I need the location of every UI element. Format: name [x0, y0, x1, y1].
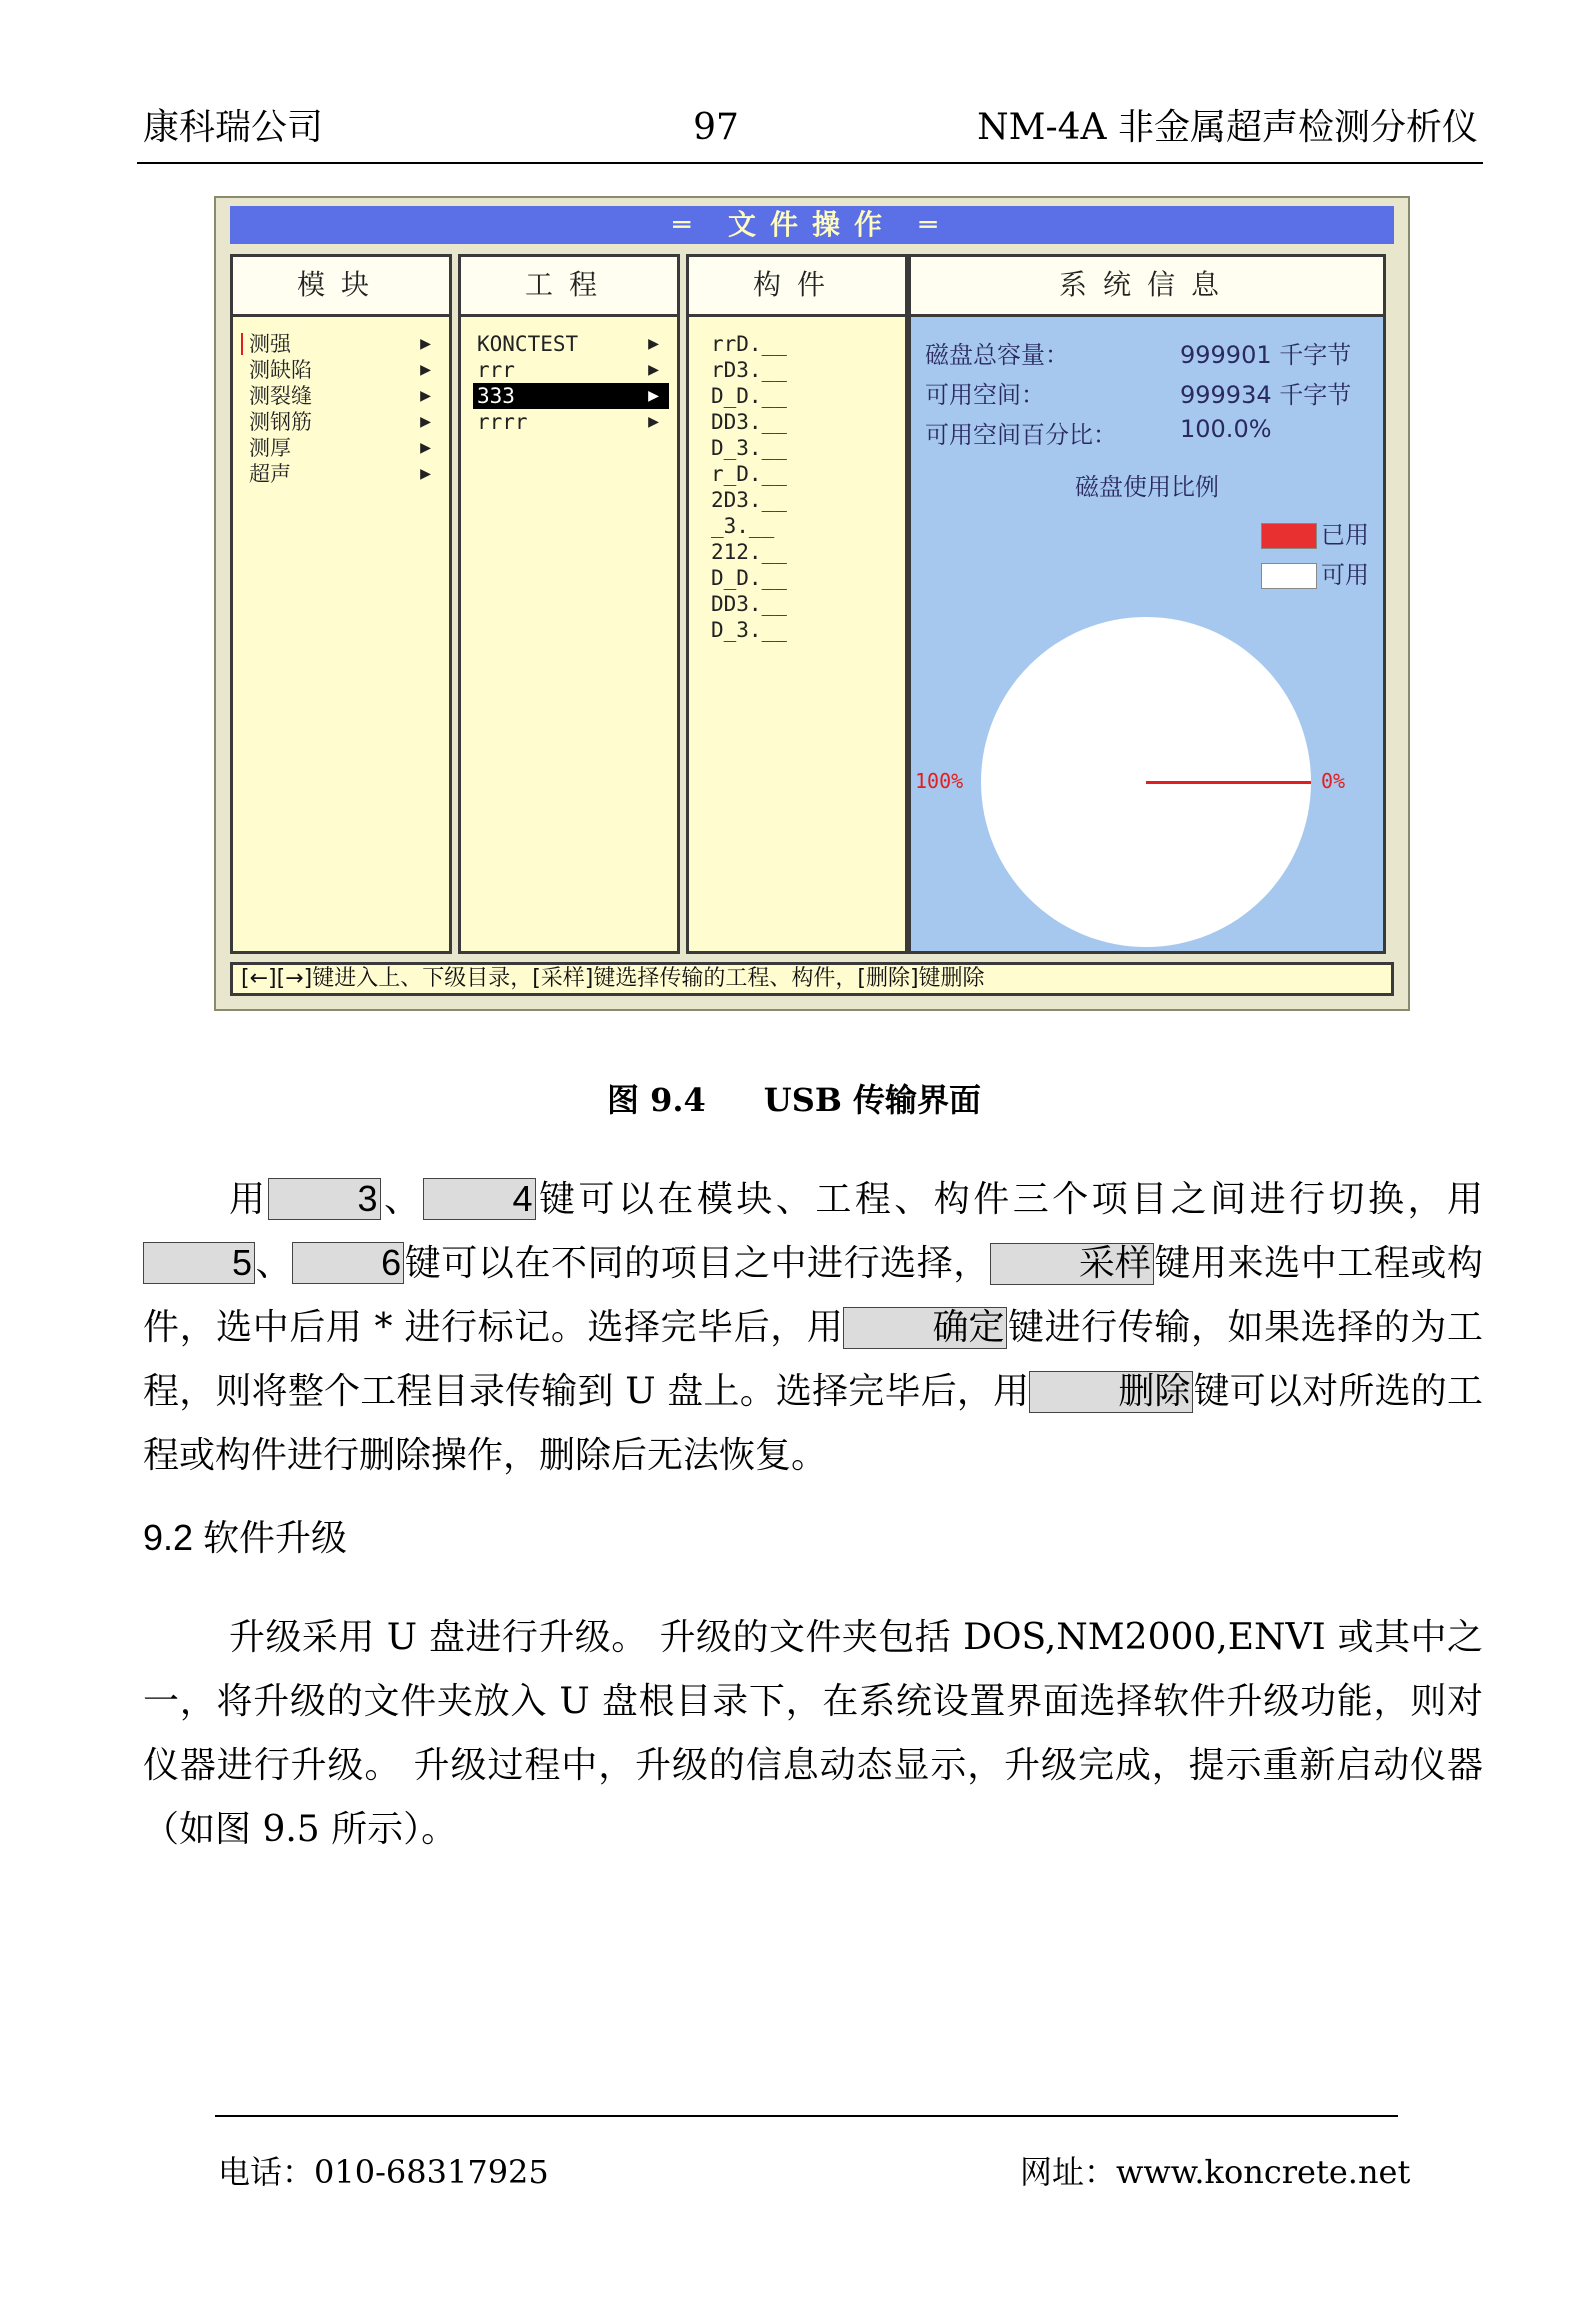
- arrow-right-icon: ▶: [420, 333, 431, 354]
- key-confirm: 确定: [843, 1307, 1007, 1349]
- key-5: 5: [143, 1242, 255, 1284]
- para1-text-6: 键用来选中工程或构件，选中后用 * 进行标记。选择完毕后，用: [143, 1243, 1483, 1348]
- component-item[interactable]: [707, 409, 897, 435]
- pie-label-100: 100%: [915, 769, 964, 793]
- key-4: 4: [423, 1178, 535, 1220]
- arrow-right-icon: ▶: [420, 437, 431, 458]
- module-item[interactable]: [245, 357, 441, 383]
- section-title: 9.2 软件升级: [143, 1517, 348, 1558]
- project-list: [473, 331, 669, 435]
- component-item-label: 212.__: [711, 540, 787, 564]
- pie-zero-marker: [1146, 781, 1311, 784]
- key-6: 6: [292, 1242, 404, 1284]
- figure-caption: [0, 1080, 1588, 1120]
- header-rule: [137, 162, 1483, 164]
- arrow-right-icon: ▶: [648, 333, 659, 354]
- component-item-label: D_D.__: [711, 566, 787, 590]
- legend-used: [1261, 515, 1369, 550]
- component-list: [707, 331, 897, 643]
- key-3: 3: [268, 1178, 380, 1220]
- total-capacity-label: 磁盘总容量：: [925, 341, 1069, 369]
- component-item[interactable]: [707, 565, 897, 591]
- project-item[interactable]: [473, 383, 669, 409]
- footer-phone: 电话：010-68317925: [218, 2153, 549, 2191]
- legend-used-label: 已用: [1321, 521, 1369, 549]
- project-column-header: 工程: [461, 257, 677, 317]
- para1-text-8: 键可以对所选的工程或构件进行删除操作，删除后无法恢复。: [143, 1371, 1483, 1476]
- component-item-label: D_3.__: [711, 436, 787, 460]
- component-item[interactable]: [707, 383, 897, 409]
- component-item[interactable]: [707, 591, 897, 617]
- component-item[interactable]: [707, 513, 897, 539]
- free-space-row: [925, 375, 1352, 410]
- component-item-label: r_D.__: [711, 462, 787, 486]
- total-capacity-value: 999901 千字节: [1180, 341, 1352, 369]
- para1-text-1: 用: [229, 1179, 269, 1220]
- module-item[interactable]: [245, 331, 441, 357]
- component-item[interactable]: [707, 331, 897, 357]
- legend-free-label: 可用: [1321, 561, 1369, 589]
- component-item-label: DD3.__: [711, 592, 787, 616]
- module-item-label: 超声: [249, 462, 291, 486]
- system-info-pane: [908, 254, 1386, 954]
- focus-cursor: [241, 333, 243, 355]
- arrow-right-icon: ▶: [420, 359, 431, 380]
- header-product: NM-4A 非金属超声检测分析仪: [977, 107, 1478, 148]
- arrow-right-icon: ▶: [420, 411, 431, 432]
- footer-website: 网址：www.koncrete.net: [1020, 2153, 1411, 2191]
- project-item[interactable]: [473, 409, 669, 435]
- component-item-label: rrD.__: [711, 332, 787, 356]
- module-item-label: 测裂缝: [249, 384, 312, 408]
- figure-title: USB 传输界面: [763, 1081, 982, 1119]
- system-info-header: 系统信息: [911, 257, 1383, 317]
- disk-chart-title: 磁盘使用比例: [1075, 473, 1219, 501]
- free-space-value: 999934 千字节: [1180, 381, 1352, 409]
- component-item[interactable]: [707, 357, 897, 383]
- header-company: 康科瑞公司: [143, 107, 324, 148]
- key-delete: 删除: [1029, 1371, 1193, 1413]
- component-item-label: D_3.__: [711, 618, 787, 642]
- para1-text-5: 键可以在不同的项目之中进行选择，: [404, 1243, 990, 1284]
- module-pane: [230, 254, 452, 954]
- free-percent-label: 可用空间百分比：: [925, 421, 1117, 449]
- component-column-header: 构件: [689, 257, 905, 317]
- para1-text-3: 键可以在模块、工程、构件三个项目之间进行切换，用: [535, 1179, 1483, 1220]
- project-item-label: rrr: [477, 358, 515, 382]
- para1-text-4: 、: [255, 1243, 293, 1284]
- arrow-right-icon: ▶: [420, 463, 431, 484]
- component-item[interactable]: [707, 539, 897, 565]
- module-item-label: 测强: [249, 332, 291, 356]
- figure-number: 图 9.4: [606, 1081, 706, 1119]
- header-page-number: 97: [693, 107, 739, 148]
- key-sample: 采样: [990, 1243, 1154, 1285]
- component-item-label: 2D3.__: [711, 488, 787, 512]
- legend-used-swatch: [1261, 523, 1317, 549]
- module-column-header: 模块: [233, 257, 449, 317]
- free-space-label: 可用空间：: [925, 381, 1045, 409]
- component-item-label: D_D.__: [711, 384, 787, 408]
- footer-rule: [215, 2115, 1398, 2117]
- project-item[interactable]: [473, 357, 669, 383]
- module-item-label: 测钢筋: [249, 410, 312, 434]
- para1-text-2: 、: [380, 1179, 424, 1220]
- paragraph-usb-keys: [143, 1168, 1483, 1488]
- system-info-body: [911, 317, 1383, 951]
- module-item-label: 测缺陷: [249, 358, 312, 382]
- para1-text-7: 键进行传输，如果选择的为工程，则将整个工程目录传输到 U 盘上。选择完毕后，用: [143, 1307, 1483, 1412]
- paragraph-upgrade: 升级采用 U 盘进行升级。 升级的文件夹包括 DOS,NM2000,ENVI 或其中之一，将升级的文件夹放入 U 盘根目录下，在系统设置界面选择软件升级功能，则对仪器进行升级。 升级过程中，升级的信息动态显示，升级完成，提示重新启动仪器（如图 9.5 所示）。: [143, 1617, 1483, 1850]
- free-percent-value: 100.0%: [1180, 415, 1272, 443]
- module-item[interactable]: [245, 383, 441, 409]
- component-item-label: rD3.__: [711, 358, 787, 382]
- component-item-label: DD3.__: [711, 410, 787, 434]
- component-item[interactable]: [707, 617, 897, 643]
- module-list: [245, 331, 441, 487]
- pie-label-0: 0%: [1321, 769, 1346, 793]
- component-item[interactable]: [707, 435, 897, 461]
- usb-transfer-screenshot: [214, 196, 1410, 1011]
- free-percent-row: [925, 415, 1272, 450]
- component-item[interactable]: [707, 461, 897, 487]
- status-bar: [←][→]键进入上、下级目录，[采样]键选择传输的工程、构件，[删除]键删除: [230, 962, 1394, 996]
- module-item[interactable]: [245, 409, 441, 435]
- component-pane: [686, 254, 908, 954]
- module-item[interactable]: [245, 435, 441, 461]
- component-item-label: _3.__: [711, 514, 775, 538]
- arrow-right-icon: ▶: [648, 385, 659, 406]
- module-item-label: 测厚: [249, 436, 291, 460]
- window-title: ═ 文件操作 ═: [230, 206, 1394, 244]
- arrow-right-icon: ▶: [648, 359, 659, 380]
- total-capacity-row: [925, 335, 1352, 370]
- project-pane: [458, 254, 680, 954]
- arrow-right-icon: ▶: [420, 385, 431, 406]
- project-item-label: 333: [477, 384, 515, 408]
- legend-free: [1261, 555, 1369, 590]
- project-item-label: KONCTEST: [477, 332, 579, 356]
- module-item[interactable]: [245, 461, 441, 487]
- legend-free-swatch: [1261, 563, 1317, 589]
- arrow-right-icon: ▶: [648, 411, 659, 432]
- project-item[interactable]: [473, 331, 669, 357]
- project-item-label: rrrr: [477, 410, 528, 434]
- component-item[interactable]: [707, 487, 897, 513]
